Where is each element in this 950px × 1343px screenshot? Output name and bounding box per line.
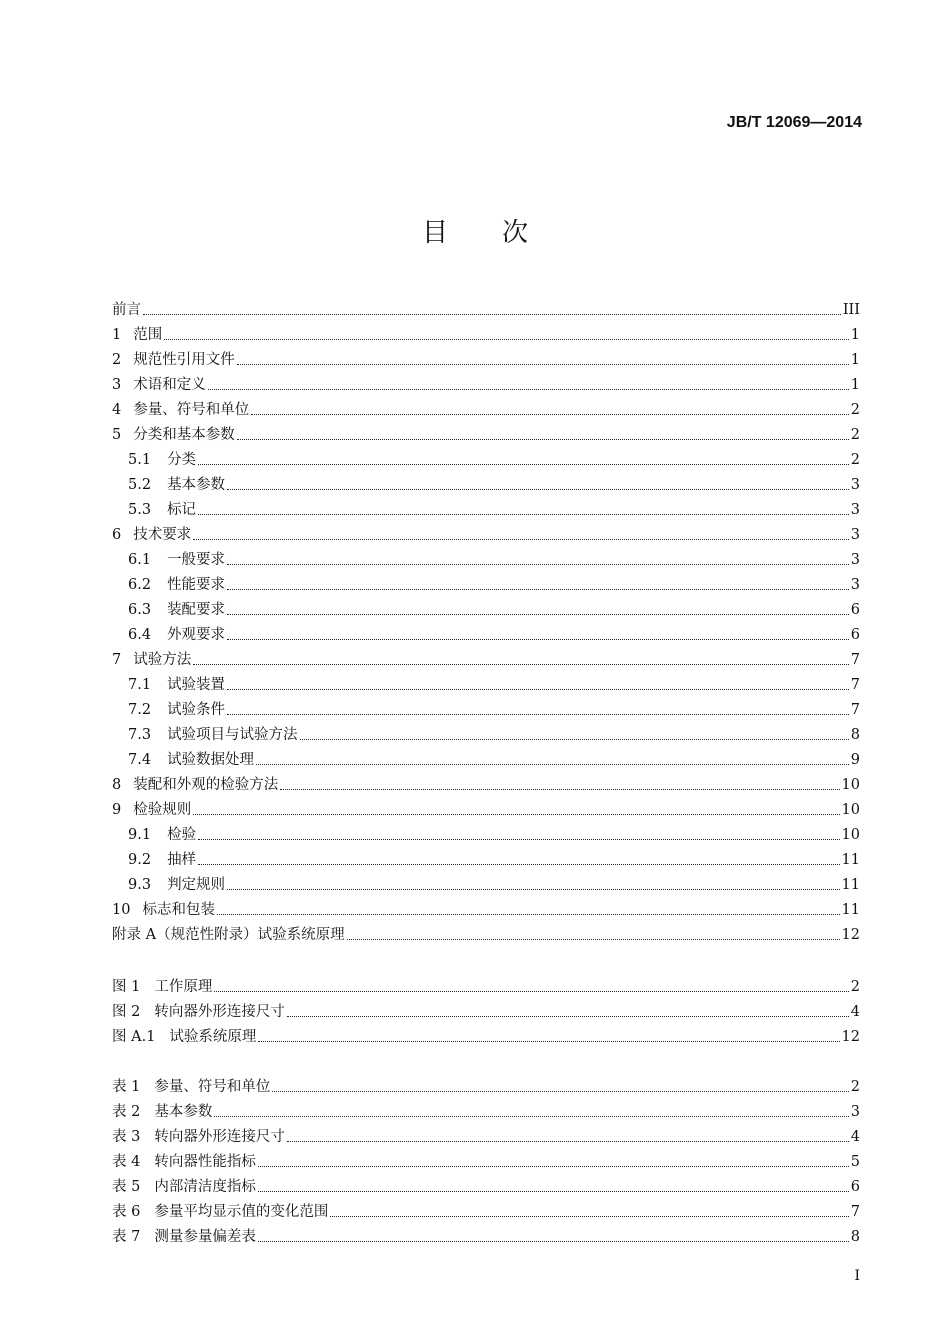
toc-entry[interactable] bbox=[112, 894, 860, 919]
entry-label: 检验 bbox=[167, 827, 197, 843]
toc-entry[interactable] bbox=[128, 594, 860, 619]
entry-number: 6.1 bbox=[128, 552, 152, 568]
dot-leader bbox=[258, 1040, 839, 1042]
entry-page: 3 bbox=[850, 527, 860, 543]
toc-entry[interactable] bbox=[128, 569, 860, 594]
entry-page: 12 bbox=[841, 1029, 860, 1045]
entry-number: 6 bbox=[112, 527, 122, 543]
dot-leader bbox=[256, 763, 849, 765]
dot-leader bbox=[193, 538, 849, 540]
toc-entry[interactable] bbox=[128, 744, 860, 769]
entry-label: 分类和基本参数 bbox=[133, 427, 235, 443]
entry-label: 试验系统原理 bbox=[169, 1029, 257, 1045]
entry-number: 表 1 bbox=[112, 1079, 141, 1095]
dot-leader bbox=[193, 813, 839, 815]
entry-page: 10 bbox=[841, 827, 860, 843]
dot-leader bbox=[280, 788, 839, 790]
entry-label: 分类 bbox=[167, 452, 197, 468]
entry-number: 3 bbox=[112, 377, 122, 393]
entry-page: 6 bbox=[850, 1179, 860, 1195]
entry-page: 2 bbox=[850, 979, 860, 995]
toc-entry[interactable] bbox=[112, 919, 860, 944]
entry-page: 1 bbox=[850, 377, 860, 393]
toc-entry[interactable] bbox=[128, 694, 860, 719]
entry-page: 4 bbox=[850, 1004, 860, 1020]
table-entry[interactable] bbox=[112, 1171, 860, 1196]
entry-page: 7 bbox=[850, 1204, 860, 1220]
toc-entry[interactable] bbox=[128, 619, 860, 644]
entry-number: 6.2 bbox=[128, 577, 152, 593]
entry-page: 11 bbox=[841, 902, 860, 918]
entry-page: 1 bbox=[850, 352, 860, 368]
entry-page: III bbox=[842, 302, 860, 318]
entry-label: 性能要求 bbox=[167, 577, 226, 593]
entry-number: 表 4 bbox=[112, 1154, 141, 1170]
entry-page: 11 bbox=[841, 852, 860, 868]
dot-leader bbox=[258, 1240, 849, 1242]
entry-page: 3 bbox=[850, 477, 860, 493]
entry-label: 装配和外观的检验方法 bbox=[133, 777, 279, 793]
entry-label: 检验规则 bbox=[133, 802, 192, 818]
entry-label: 转向器外形连接尺寸 bbox=[154, 1129, 285, 1145]
toc-entry[interactable] bbox=[128, 869, 860, 894]
entry-label: 基本参数 bbox=[154, 1104, 213, 1120]
entry-label: 技术要求 bbox=[133, 527, 192, 543]
entry-label: 转向器外形连接尺寸 bbox=[154, 1004, 285, 1020]
dot-leader bbox=[227, 563, 849, 565]
dot-leader bbox=[193, 663, 849, 665]
toc-entry[interactable] bbox=[112, 394, 860, 419]
entry-label: 规范性引用文件 bbox=[133, 352, 235, 368]
table-entry[interactable] bbox=[112, 1071, 860, 1096]
entry-page: 1 bbox=[850, 327, 860, 343]
dot-leader bbox=[164, 338, 849, 340]
toc-entry[interactable] bbox=[112, 419, 860, 444]
dot-leader bbox=[198, 463, 849, 465]
figure-list bbox=[112, 971, 860, 1046]
toc-entry[interactable] bbox=[128, 469, 860, 494]
entry-number: 5.3 bbox=[128, 502, 152, 518]
dot-leader bbox=[227, 688, 849, 690]
figure-entry[interactable] bbox=[112, 971, 860, 996]
entry-label: 试验项目与试验方法 bbox=[167, 727, 298, 743]
toc-entry[interactable] bbox=[128, 719, 860, 744]
toc-entry[interactable] bbox=[128, 544, 860, 569]
entry-label: 外观要求 bbox=[167, 627, 226, 643]
entry-number: 7.1 bbox=[128, 677, 152, 693]
dot-leader bbox=[227, 888, 839, 890]
entry-label: 装配要求 bbox=[167, 602, 226, 618]
entry-label: 范围 bbox=[133, 327, 163, 343]
entry-number: 7.4 bbox=[128, 752, 152, 768]
entry-page: 7 bbox=[850, 702, 860, 718]
entry-page: 3 bbox=[850, 502, 860, 518]
toc-entry[interactable] bbox=[128, 819, 860, 844]
table-entry[interactable] bbox=[112, 1196, 860, 1221]
entry-page: 10 bbox=[841, 802, 860, 818]
dot-leader bbox=[227, 613, 849, 615]
entry-number: 1 bbox=[112, 327, 122, 343]
entry-number: 图 A.1 bbox=[112, 1029, 156, 1045]
dot-leader bbox=[300, 738, 849, 740]
entry-page: 3 bbox=[850, 1104, 860, 1120]
toc-entry[interactable] bbox=[112, 369, 860, 394]
entry-page: 12 bbox=[841, 927, 860, 943]
entry-page: 4 bbox=[850, 1129, 860, 1145]
table-entry[interactable] bbox=[112, 1146, 860, 1171]
dot-leader bbox=[272, 1090, 848, 1092]
entry-page: 6 bbox=[850, 627, 860, 643]
entry-page: 7 bbox=[850, 652, 860, 668]
entry-label: 转向器性能指标 bbox=[154, 1154, 256, 1170]
entry-number: 图 2 bbox=[112, 1004, 141, 1020]
entry-number: 5.2 bbox=[128, 477, 152, 493]
entry-number: 8 bbox=[112, 777, 122, 793]
entry-page: 2 bbox=[850, 427, 860, 443]
entry-label: 参量、符号和单位 bbox=[133, 402, 250, 418]
entry-number: 图 1 bbox=[112, 979, 141, 995]
dot-leader bbox=[287, 1015, 849, 1017]
entry-number: 7 bbox=[112, 652, 122, 668]
entry-number: 9.1 bbox=[128, 827, 152, 843]
dot-leader bbox=[227, 638, 849, 640]
table-entry[interactable] bbox=[112, 1096, 860, 1121]
entry-label: 测量参量偏差表 bbox=[154, 1229, 256, 1245]
dot-leader bbox=[217, 913, 840, 915]
entry-number: 9.3 bbox=[128, 877, 152, 893]
dot-leader bbox=[227, 713, 849, 715]
entry-number: 表 2 bbox=[112, 1104, 141, 1120]
entry-label: 参量平均显示值的变化范围 bbox=[154, 1204, 329, 1220]
toc-entry[interactable] bbox=[112, 794, 860, 819]
page-number: I bbox=[854, 1268, 860, 1284]
toc-entry[interactable] bbox=[112, 294, 860, 319]
entry-label: 试验数据处理 bbox=[167, 752, 255, 768]
toc-entry[interactable] bbox=[112, 644, 860, 669]
dot-leader bbox=[214, 1115, 848, 1117]
toc-entry[interactable] bbox=[128, 844, 860, 869]
dot-leader bbox=[258, 1190, 849, 1192]
entry-page: 2 bbox=[850, 1079, 860, 1095]
dot-leader bbox=[237, 438, 849, 440]
entry-page: 8 bbox=[850, 727, 860, 743]
entry-label: 术语和定义 bbox=[133, 377, 206, 393]
toc-list bbox=[112, 294, 860, 944]
dot-leader bbox=[198, 513, 849, 515]
table-list bbox=[112, 1071, 860, 1246]
toc-entry[interactable] bbox=[128, 494, 860, 519]
dot-leader bbox=[227, 588, 849, 590]
entry-number: 10 bbox=[112, 902, 131, 918]
entry-label: 内部清洁度指标 bbox=[154, 1179, 256, 1195]
dot-leader bbox=[287, 1140, 849, 1142]
entry-label: 一般要求 bbox=[167, 552, 226, 568]
entry-number: 5.1 bbox=[128, 452, 152, 468]
entry-page: 10 bbox=[841, 777, 860, 793]
toc-entry[interactable] bbox=[112, 344, 860, 369]
dot-leader bbox=[347, 938, 840, 940]
entry-label: 参量、符号和单位 bbox=[154, 1079, 271, 1095]
figure-entry[interactable] bbox=[112, 1021, 860, 1046]
entry-number: 7.3 bbox=[128, 727, 152, 743]
dot-leader bbox=[237, 363, 849, 365]
entry-label: 工作原理 bbox=[154, 979, 213, 995]
entry-number: 6.4 bbox=[128, 627, 152, 643]
entry-page: 2 bbox=[850, 402, 860, 418]
entry-label: 抽样 bbox=[167, 852, 197, 868]
dot-leader bbox=[143, 313, 841, 315]
entry-page: 9 bbox=[850, 752, 860, 768]
toc-entry[interactable] bbox=[112, 319, 860, 344]
entry-number: 9.2 bbox=[128, 852, 152, 868]
dot-leader bbox=[251, 413, 849, 415]
entry-number: 2 bbox=[112, 352, 122, 368]
entry-label: 试验装置 bbox=[167, 677, 226, 693]
entry-page: 3 bbox=[850, 577, 860, 593]
dot-leader bbox=[214, 990, 848, 992]
entry-number: 表 5 bbox=[112, 1179, 141, 1195]
figure-entry[interactable] bbox=[112, 996, 860, 1021]
dot-leader bbox=[330, 1215, 848, 1217]
entry-number: 5 bbox=[112, 427, 122, 443]
entry-label: 试验条件 bbox=[167, 702, 226, 718]
table-entry[interactable] bbox=[112, 1221, 860, 1246]
entry-page: 6 bbox=[850, 602, 860, 618]
page-title: 目次 bbox=[421, 218, 582, 248]
entry-number: 4 bbox=[112, 402, 122, 418]
dot-leader bbox=[198, 838, 839, 840]
entry-page: 7 bbox=[850, 677, 860, 693]
dot-leader bbox=[198, 863, 839, 865]
entry-number: 6.3 bbox=[128, 602, 152, 618]
entry-label: 标志和包装 bbox=[142, 902, 215, 918]
toc-entry[interactable] bbox=[112, 519, 860, 544]
table-entry[interactable] bbox=[112, 1121, 860, 1146]
entry-number: 9 bbox=[112, 802, 122, 818]
entry-label: 试验方法 bbox=[133, 652, 192, 668]
entry-number: 表 7 bbox=[112, 1229, 141, 1245]
entry-number: 表 3 bbox=[112, 1129, 141, 1145]
entry-page: 2 bbox=[850, 452, 860, 468]
entry-number: 表 6 bbox=[112, 1204, 141, 1220]
entry-page: 8 bbox=[850, 1229, 860, 1245]
dot-leader bbox=[258, 1165, 849, 1167]
entry-page: 3 bbox=[850, 552, 860, 568]
entry-label: 前言 bbox=[112, 302, 141, 318]
entry-label: 基本参数 bbox=[167, 477, 226, 493]
dot-leader bbox=[227, 488, 849, 490]
toc-entry[interactable] bbox=[112, 769, 860, 794]
entry-label: 附录 A（规范性附录）试验系统原理 bbox=[112, 927, 345, 943]
entry-label: 判定规则 bbox=[167, 877, 226, 893]
entry-page: 5 bbox=[850, 1154, 860, 1170]
toc-entry[interactable] bbox=[128, 669, 860, 694]
entry-label: 标记 bbox=[167, 502, 197, 518]
entry-number: 7.2 bbox=[128, 702, 152, 718]
standard-code: JB/T 12069—2014 bbox=[726, 114, 862, 131]
dot-leader bbox=[208, 388, 849, 390]
toc-entry[interactable] bbox=[128, 444, 860, 469]
entry-page: 11 bbox=[841, 877, 860, 893]
